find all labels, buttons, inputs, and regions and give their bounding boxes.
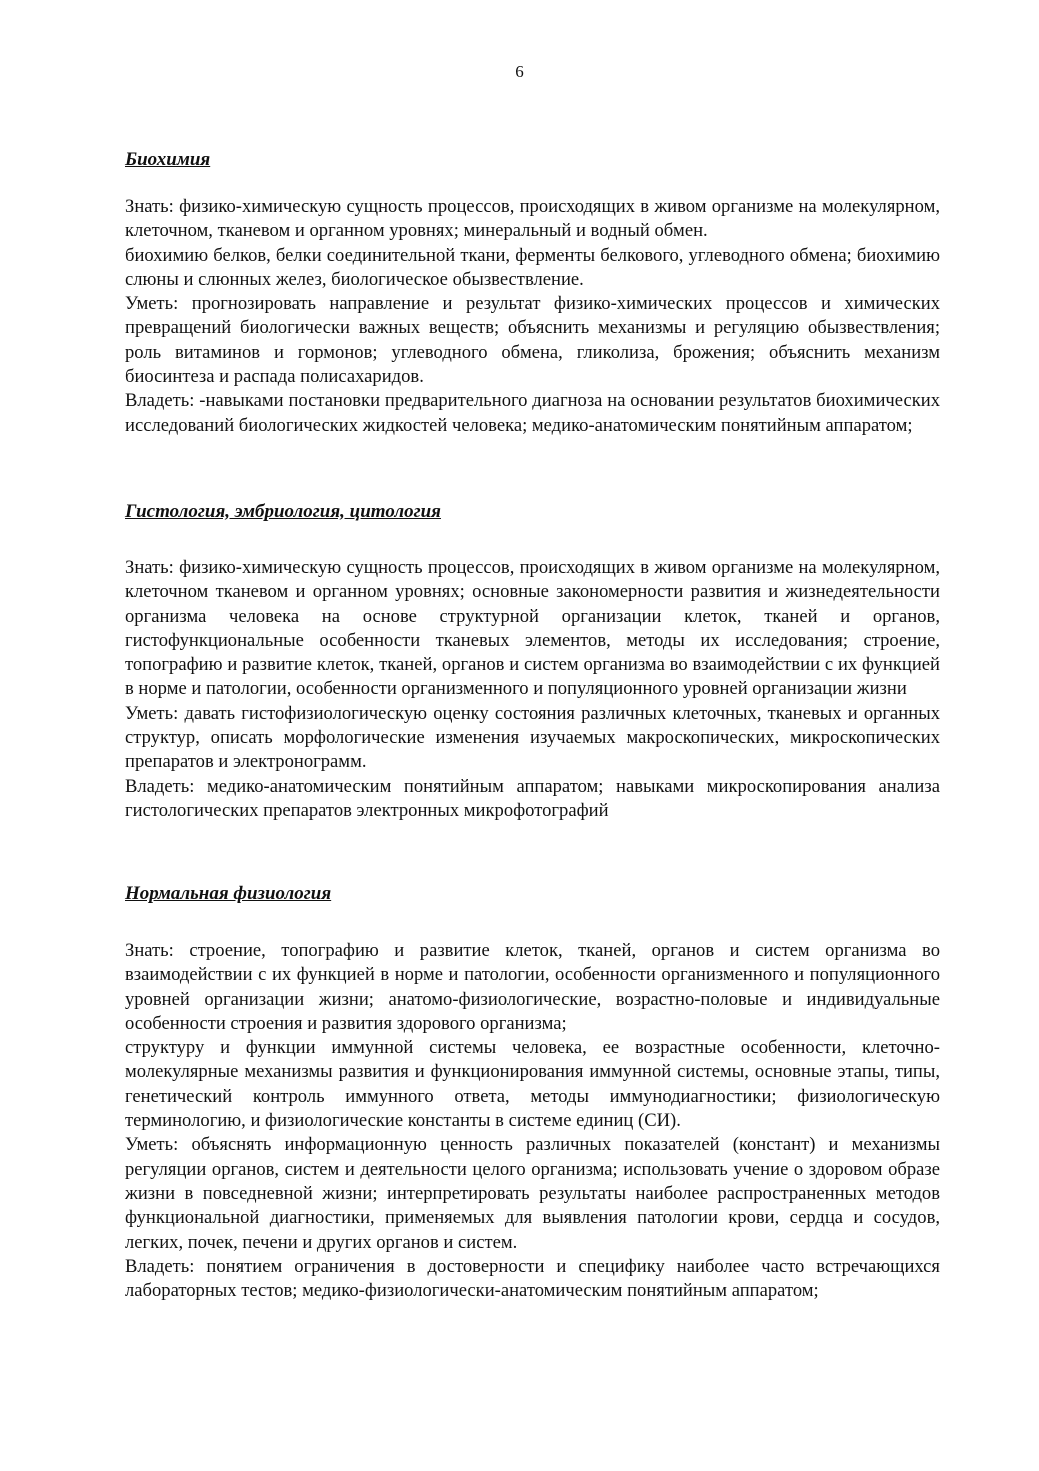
section-title: Гистология, эмбриология, цитология [125, 501, 441, 522]
paragraph-be-able: Уметь: объяснять информационную ценность различных показателей (констант) и механизмы регуляции органов, систем и деятельности целого организма; использовать учение о здоровом образе жизни в повседневной жизни; интерпретировать результаты наиболее распространенных методов функциональной диагностики, применяемых для выявления патологии крови, сердца и сосудов, легких, почек, печени и других органов и систем. [125, 1134, 940, 1253]
section-physiology [125, 882, 940, 1303]
section-histology [125, 500, 940, 823]
paragraph-master: Владеть: понятием ограничения в достоверности и специфику наиболее часто встречающихся лабораторных тестов; медико-физиологически-анатомическим понятийным аппаратом; [125, 1255, 940, 1302]
paragraph-master: Владеть: -навыками постановки предварительного диагноза на основании результатов биохимических исследований биологических жидкостей человека; медико-анатомическим понятийным аппаратом; [125, 390, 940, 436]
paragraph-master: Владеть: медико-анатомическим понятийным аппаратом; навыками микроскопирования анализа гистологических препаратов электронных микрофотографий [125, 775, 940, 821]
paragraph-know: Знать: физико-химическую сущность процессов, происходящих в живом организме на молекулярном, клеточном тканевом и органном уровнях; основные закономерности развития и жизнедеятельности организма человека на основе структурной организации клеток, тканей и органов, гистофункциональные особенности тканевых элементов, методы их исследования; строение, топографию и развитие клеток, тканей, органов и систем организма во взаимодействии с их функцией в норме и патологии, особенности организменного и популяционного уровней организации жизни [125, 557, 940, 700]
paragraph-be-able: Уметь: прогнозировать направление и результат физико-химических процессов и химических превращений биологически важных веществ; объяснить механизмы и регуляцию обызвествления; роль витаминов и гормонов; углеводного обмена, гликолиза, брожения; объяснить механизм биосинтеза и распада полисахаридов. [125, 293, 940, 388]
section-body [125, 556, 940, 823]
paragraph-know-continued: биохимию белков, белки соединительной ткани, ферменты белкового, углеводного обмена; биохимию слюны и слюнных желез, биологическое обызвествление. [125, 244, 940, 290]
page-number: 6 [515, 62, 524, 81]
section-biochemistry [125, 148, 940, 438]
paragraph-know: Знать: строение, топографию и развитие клеток, тканей, органов и систем организма во взаимодействии с их функцией в норме и патологии, особенности организменного и популяционного уровней организации жизни; анатомо-физиологические, возрастно-половые и индивидуальные особенности строения и развития здорового организма; [125, 940, 940, 1034]
section-title: Нормальная физиология [125, 883, 332, 904]
section-body [125, 939, 940, 1303]
paragraph-know: Знать: физико-химическую сущность процессов, происходящих в живом организме на молекулярном, клеточном, тканевом и органном уровнях; минеральный и водный обмен. [125, 196, 940, 242]
paragraph-know-continued: структуру и функции иммунной системы человека, ее возрастные особенности, клеточно-молекулярные механизмы развития и функционирования иммунной системы, основные этапы, типы, генетический контроль иммунного ответа, методы иммунодиагностики; физиологическую терминологию, и физиологические константы в системе единиц (СИ). [125, 1037, 940, 1132]
section-body [125, 195, 940, 438]
paragraph-be-able: Уметь: давать гистофизиологическую оценку состояния различных клеточных, тканевых и органных структур, описать морфологические изменения изучаемых макроскопических, микроскопических препаратов и электронограмм. [125, 702, 940, 773]
section-title: Биохимия [125, 149, 211, 170]
